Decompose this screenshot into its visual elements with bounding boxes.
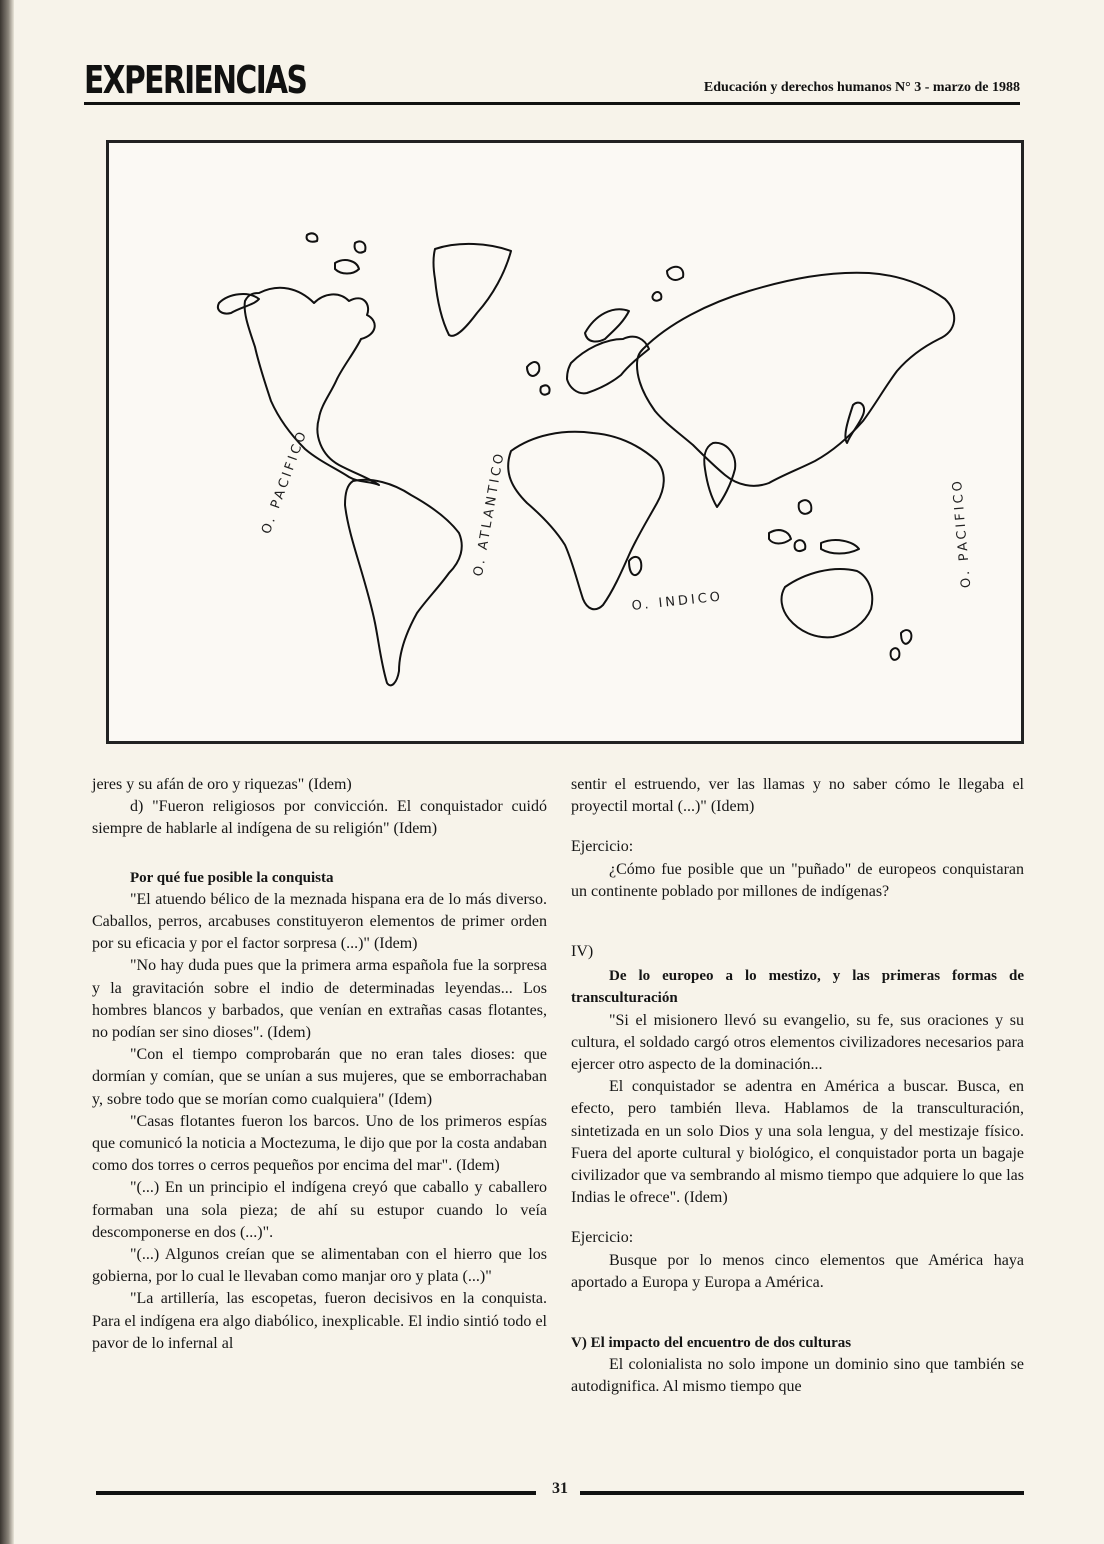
pacific-ocean-west-label: O. PACIFICO <box>259 427 311 537</box>
africa-outline <box>508 432 664 609</box>
new-zealand-outline <box>891 630 912 660</box>
world-map-outline <box>109 143 1021 741</box>
section-heading-conquest: Por qué fue posible la conquista <box>130 869 334 886</box>
world-map-figure <box>106 140 1024 744</box>
asia-outline <box>637 273 954 486</box>
exercise-1-text: ¿Cómo fue posible que un "puñado" de europeos conquistaran un continente poblado por millones de indígenas? <box>571 860 1024 900</box>
magazine-logo: EXPERIENCIAS <box>84 58 307 102</box>
arctic-islands <box>652 267 683 301</box>
right-paragraph-2: "Si el misionero llevó su evangelio, su fe, sus oraciones y su cultura, el soldado cargó otros elementos civilizadores necesarios para ejercer otro aspecto de la dominación... <box>571 1011 1024 1074</box>
section-4-number: IV) <box>571 943 594 961</box>
section-5-heading: V) El impacto del encuentro de dos culturas <box>571 1335 852 1352</box>
indian-ocean-label: O. INDICO <box>631 589 724 614</box>
greenland-outline <box>434 244 512 336</box>
publication-info: Educación y derechos humanos N° 3 - marzo de 1988 <box>703 80 1020 95</box>
pacific-ocean-east-label: O. PACIFICO <box>949 477 975 589</box>
australia-outline <box>782 569 873 637</box>
footer-rule-right <box>572 1491 1024 1495</box>
left-paragraph-2: d) "Fueron religiosos por convicción. El conquistador cuidó siempre de hablarle al indígena de su religión" (Idem) <box>92 798 547 838</box>
atlantic-ocean-label: O. ATLANTICO <box>471 449 508 578</box>
exercise-2-text: Busque por lo menos cinco elementos que América haya aportado a Europa y Europa a América. <box>571 1251 1024 1291</box>
hudson-islands <box>307 233 366 273</box>
scandinavia-outline <box>585 309 629 341</box>
page-number: 31 <box>540 1480 580 1498</box>
section-4-heading: De lo europeo a lo mestizo, y las primeras formas de transculturación <box>571 968 1024 1007</box>
alaska-outline <box>218 294 259 313</box>
madagascar-outline <box>629 557 641 575</box>
left-paragraph-4: "No hay duda pues que la primera arma española fue la sorpresa y la gravitación sobre el indio de determinadas leyendas... Los hombres blancos y barbados, que venían en extrañas casas flotantes, no podían ser sino dioses". (Idem) <box>92 957 547 1042</box>
left-paragraph-6: "Casas flotantes fueron los barcos. Uno de los primeros espías que comunicó la noticia a Moctezuma, le dijo que por la costa andaban como dos torres o cerros pequeños por encima del mar". (Idem) <box>92 1112 547 1175</box>
exercise-1-label: Ejercicio: <box>571 838 634 856</box>
right-paragraph-3: El conquistador se adentra en América a buscar. Busca, en efecto, pero también lleva. Hablamos de la transculturación, sintetizada en un solo Dios y una sola lengua, y del mestizaje físico. Fuera del aporte cultural y biológico, el conquistador porta un bagaje civilizador que va sembrando al mismo tiempo que adquiere lo que las Indias le ofrece". (Idem) <box>571 1078 1024 1207</box>
exercise-2-label: Ejercicio: <box>571 1229 634 1247</box>
right-text-column <box>571 774 1024 1399</box>
british-isles <box>527 362 550 395</box>
north-america-outline <box>245 288 379 485</box>
left-paragraph-7: "(...) En un principio el indígena creyó que caballo y caballero formaban una sola pieza; de ahí su estupor cuando lo veía descomponerse en dos (...)". <box>92 1179 547 1241</box>
right-paragraph-4: El colonialista no solo impone un dominio sino que también se autodignifica. Al mismo tiempo que <box>571 1356 1024 1396</box>
right-paragraph-1: sentir el estruendo, ver las llamas y no saber cómo le llegaba el proyectil mortal (...)" (Idem) <box>571 776 1024 816</box>
left-text-column <box>92 774 547 1355</box>
header-rule <box>84 102 1020 105</box>
south-america-outline <box>345 480 462 686</box>
southeast-asia-islands <box>769 500 859 553</box>
left-paragraph-8: "(...) Algunos creían que se alimentaban con el hierro que los gobierna, por lo cual le llevaban como manjar oro y plata (...)" <box>92 1246 547 1286</box>
footer-rule-left <box>96 1491 536 1495</box>
left-paragraph-3: "El atuendo bélico de la meznada hispana era de lo más diverso. Caballos, perros, arcabuses constituyeron elementos de primer orden por su eficacia y por el factor sorpresa (...)" (Idem) <box>92 890 547 953</box>
indian-subcontinent <box>704 443 735 507</box>
left-paragraph-9: "La artillería, las escopetas, fueron decisivos en la conquista. Para el indígena era algo diabólico, inexplicable. El indio sintió todo el pavor de lo infernal al <box>92 1290 547 1352</box>
left-paragraph-1: jeres y su afán de oro y riquezas" (Idem) <box>92 776 352 793</box>
book-spine-shadow <box>0 0 14 1544</box>
left-paragraph-5: "Con el tiempo comprobarán que no eran tales dioses: que dormían y comían, que se unían a sus mujeres, que se emborrachaban y, sobre todo que se morían como cualquiera" (Idem) <box>92 1046 547 1108</box>
